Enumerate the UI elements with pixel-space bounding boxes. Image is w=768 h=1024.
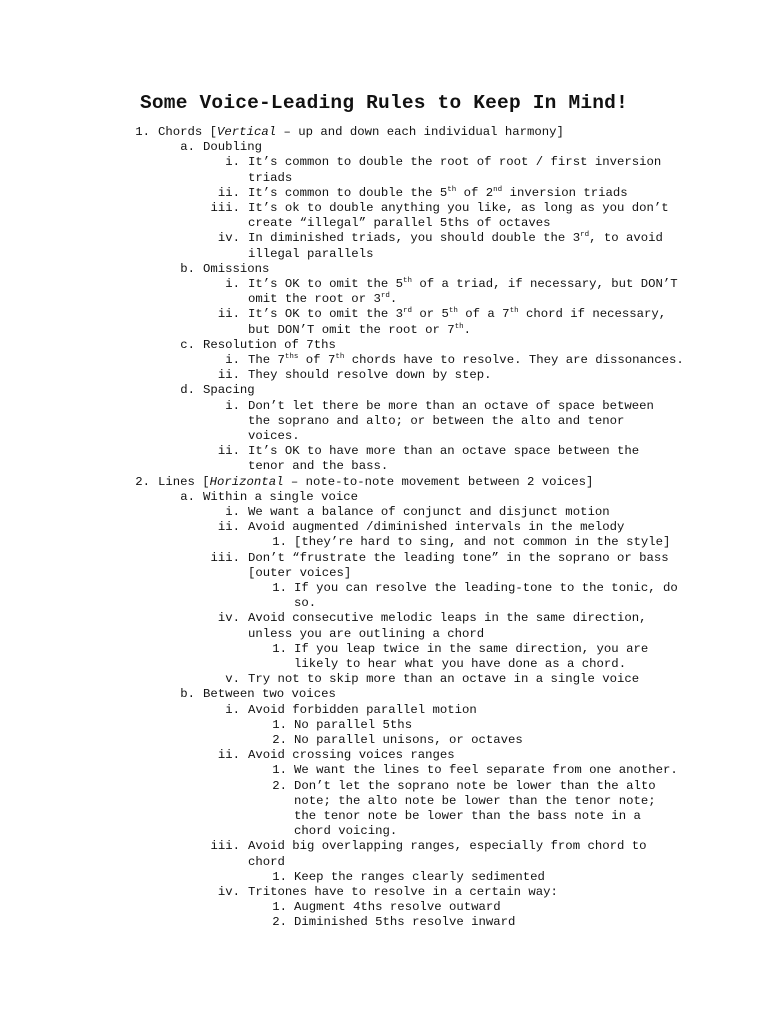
outline-line bbox=[0, 383, 768, 398]
list-marker: iii. bbox=[210, 201, 240, 215]
list-marker: i. bbox=[225, 505, 240, 519]
outline-line bbox=[0, 307, 768, 322]
outline-text: triads bbox=[248, 170, 293, 185]
outline-text: unless you are outlining a chord bbox=[248, 626, 485, 641]
outline-line bbox=[0, 672, 768, 687]
outline-text: Diminished 5ths resolve inward bbox=[294, 915, 516, 930]
list-marker: i. bbox=[225, 353, 240, 367]
list-marker: i. bbox=[225, 155, 240, 170]
outline-line bbox=[0, 368, 768, 383]
outline-text: so. bbox=[294, 596, 317, 611]
outline-line bbox=[0, 520, 768, 535]
list-marker: b. bbox=[180, 261, 195, 276]
outline-text: Try not to skip more than an octave in a single voice bbox=[248, 672, 640, 687]
list-marker: b. bbox=[180, 687, 195, 702]
list-marker: v. bbox=[225, 672, 240, 687]
outline-line bbox=[0, 763, 768, 778]
outline-text: note; the alto note be lower than the tenor note; bbox=[294, 793, 656, 808]
outline-text: Avoid consecutive melodic leaps in the same direction, bbox=[248, 611, 647, 626]
list-marker: 1. bbox=[272, 535, 287, 550]
outline-text: chord voicing. bbox=[294, 824, 398, 839]
outline-line bbox=[0, 794, 768, 809]
outline-text: Doubling bbox=[203, 140, 263, 155]
outline-line bbox=[0, 505, 768, 520]
list-marker: 1. bbox=[272, 717, 287, 732]
outline-line bbox=[0, 262, 768, 277]
outline-text: Chords [Vertical – up and down each individual harmony] bbox=[158, 125, 564, 139]
outline-line bbox=[0, 855, 768, 870]
outline-line bbox=[0, 627, 768, 642]
outline-text: Augment 4ths resolve outward bbox=[294, 900, 501, 915]
outline-line bbox=[0, 475, 768, 490]
outline-text: create “illegal” parallel 5ths of octaves bbox=[248, 216, 551, 231]
outline-text: Don’t let the soprano note be lower than the alto bbox=[294, 778, 656, 793]
outline-text: No parallel unisons, or octaves bbox=[294, 733, 523, 747]
outline-line bbox=[0, 186, 768, 201]
outline-text: The $7^{ths}$ of 7th chords have to resolve. They are dissonances. bbox=[248, 353, 684, 367]
list-marker: ii. bbox=[217, 444, 240, 459]
outline-text: In diminished triads, you should double the 3rd, to avoid bbox=[248, 231, 663, 246]
list-marker: ii. bbox=[217, 520, 240, 535]
outline-text: illegal parallels bbox=[248, 246, 374, 261]
outline-text: Don’t let there be more than an octave of space between bbox=[248, 398, 654, 413]
outline-line bbox=[0, 824, 768, 839]
outline-text: They should resolve down by step. bbox=[248, 368, 492, 383]
list-marker: c. bbox=[180, 337, 195, 352]
outline-text: [outer voices] bbox=[248, 565, 352, 580]
list-marker: 1. bbox=[135, 125, 150, 139]
outline-text: It’s OK to omit the 3rd or 5th of a 7th chord if necessary, bbox=[248, 307, 667, 322]
list-marker: 1. bbox=[272, 641, 287, 656]
outline-text: It’s OK to omit the 5th of a triad, if necessary, but DON’T bbox=[248, 277, 678, 291]
outline-line bbox=[0, 459, 768, 474]
list-marker: 2. bbox=[272, 778, 287, 793]
outline-line bbox=[0, 323, 768, 338]
list-marker: iv. bbox=[217, 611, 240, 626]
outline-line bbox=[0, 155, 768, 170]
outline-line bbox=[0, 201, 768, 216]
outline-line bbox=[0, 216, 768, 231]
outline-text: Keep the ranges clearly sedimented bbox=[294, 869, 545, 884]
outline-text: Within a single voice bbox=[203, 489, 358, 504]
outline-text: tenor and the bass. bbox=[248, 459, 389, 474]
list-marker: 1. bbox=[272, 869, 287, 884]
outline-line bbox=[0, 277, 768, 292]
outline-text: [they’re hard to sing, and not common in the style] bbox=[294, 535, 671, 550]
outline-line bbox=[0, 429, 768, 444]
outline-text: Avoid forbidden parallel motion bbox=[248, 702, 477, 717]
outline-line bbox=[0, 444, 768, 459]
outline-text: the soprano and alto; or between the alto and tenor bbox=[248, 413, 625, 428]
outline-line bbox=[0, 596, 768, 611]
list-marker: 2. bbox=[272, 915, 287, 930]
list-marker: i. bbox=[225, 277, 240, 291]
list-marker: ii. bbox=[217, 748, 240, 763]
outline-text: Spacing bbox=[203, 383, 255, 398]
outline-text: omit the root or 3rd. bbox=[248, 292, 398, 307]
list-marker: ii. bbox=[217, 368, 240, 383]
outline-line bbox=[0, 779, 768, 794]
list-marker: iii. bbox=[210, 550, 240, 565]
list-marker: d. bbox=[180, 383, 195, 398]
outline-line bbox=[0, 839, 768, 854]
outline-line bbox=[0, 703, 768, 718]
list-marker: 1. bbox=[272, 763, 287, 778]
outline-line bbox=[0, 551, 768, 566]
outline-text: Tritones have to resolve in a certain way: bbox=[248, 885, 558, 899]
outline-line bbox=[0, 566, 768, 581]
outline-line bbox=[0, 900, 768, 915]
outline-line bbox=[0, 687, 768, 702]
page-title: Some Voice-Leading Rules to Keep In Mind! bbox=[140, 92, 628, 114]
list-marker: i. bbox=[225, 398, 240, 413]
outline-text: If you can resolve the leading-tone to the tonic, do bbox=[294, 581, 678, 595]
list-marker: a. bbox=[180, 140, 195, 155]
list-marker: 2. bbox=[272, 733, 287, 747]
outline-line bbox=[0, 733, 768, 748]
outline-line bbox=[0, 125, 768, 140]
outline-line bbox=[0, 748, 768, 763]
outline-text: It’s common to double the 5th of 2nd inversion triads bbox=[248, 185, 628, 200]
outline-text: Between two voices bbox=[203, 687, 336, 702]
outline-text: It’s ok to double anything you like, as long as you don’t bbox=[248, 201, 669, 215]
outline-text: No parallel 5ths bbox=[294, 717, 413, 732]
outline-text: Avoid augmented /diminished intervals in the melody bbox=[248, 520, 625, 535]
outline-text: Resolution of 7ths bbox=[203, 337, 336, 352]
outline-line bbox=[0, 140, 768, 155]
list-marker: 2. bbox=[135, 474, 150, 489]
outline-line bbox=[0, 292, 768, 307]
outline-line bbox=[0, 247, 768, 262]
outline-text: likely to hear what you have done as a chord. bbox=[294, 657, 627, 671]
outline-line bbox=[0, 809, 768, 824]
outline-line bbox=[0, 611, 768, 626]
outline-line bbox=[0, 399, 768, 414]
list-marker: iv. bbox=[217, 885, 240, 899]
list-marker: 1. bbox=[272, 581, 287, 595]
outline-line bbox=[0, 171, 768, 186]
outline-text: the tenor note be lower than the bass note in a bbox=[294, 809, 641, 823]
outline-line bbox=[0, 581, 768, 596]
outline-text: voices. bbox=[248, 429, 300, 443]
list-marker: iii. bbox=[210, 839, 240, 854]
list-marker: 1. bbox=[272, 900, 287, 915]
outline-line bbox=[0, 870, 768, 885]
outline-line bbox=[0, 885, 768, 900]
list-marker: ii. bbox=[217, 307, 240, 322]
list-marker: iv. bbox=[217, 231, 240, 246]
outline-line bbox=[0, 915, 768, 930]
outline-text: Avoid crossing voices ranges bbox=[248, 748, 455, 763]
outline-line bbox=[0, 231, 768, 246]
outline-text: but DON’T omit the root or 7th. bbox=[248, 322, 472, 337]
outline-text: Omissions bbox=[203, 261, 270, 276]
outline-text: It’s OK to have more than an octave space between the bbox=[248, 444, 640, 459]
outline-line bbox=[0, 338, 768, 353]
outline-text: We want a balance of conjunct and disjunct motion bbox=[248, 505, 610, 519]
outline-text: Lines [Horizontal – note-to-note movement between 2 voices] bbox=[158, 474, 594, 489]
outline-line bbox=[0, 642, 768, 657]
outline-text: It’s common to double the root of root / first inversion bbox=[248, 155, 662, 170]
outline-line bbox=[0, 718, 768, 733]
outline-text: Avoid big overlapping ranges, especially from chord to bbox=[248, 839, 647, 854]
outline-text: Don’t “frustrate the leading tone” in the soprano or bass bbox=[248, 550, 669, 565]
outline-text: We want the lines to feel separate from one another. bbox=[294, 763, 678, 778]
list-marker: ii. bbox=[217, 185, 240, 200]
list-marker: i. bbox=[225, 702, 240, 717]
outline-line bbox=[0, 657, 768, 672]
outline-line bbox=[0, 414, 768, 429]
outline-line bbox=[0, 490, 768, 505]
outline-text: If you leap twice in the same direction, you are bbox=[294, 641, 649, 656]
list-marker: a. bbox=[180, 489, 195, 504]
outline-text: chord bbox=[248, 854, 285, 869]
outline-line bbox=[0, 353, 768, 368]
outline-line bbox=[0, 535, 768, 550]
